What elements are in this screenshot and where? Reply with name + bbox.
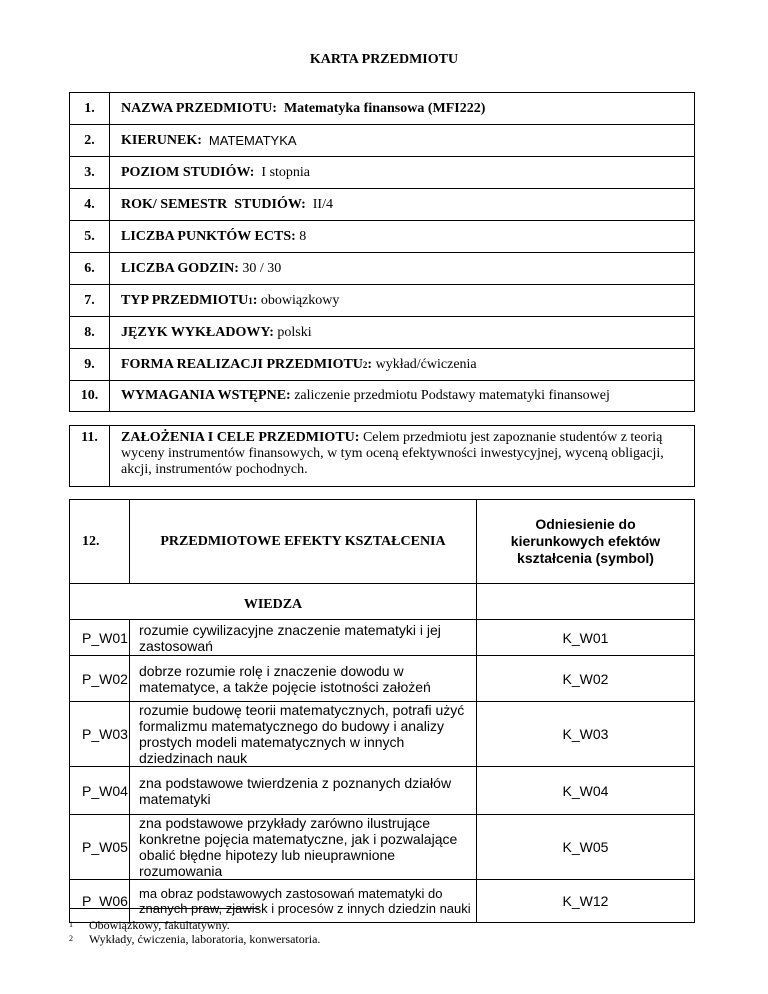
row-field-of-study <box>69 124 695 157</box>
row-course-name <box>69 92 695 125</box>
outcome-code: P_W06 <box>70 880 130 923</box>
table-row <box>70 815 695 880</box>
outcome-reference: K_W05 <box>477 815 695 880</box>
row-value: zaliczenie przedmiotu Podstawy matematyki finansowej <box>294 388 610 403</box>
footnote-text: Obowiązkowy, fakultatywny. <box>89 918 230 932</box>
outcome-reference: K_W04 <box>477 767 695 815</box>
outcome-description: ma obraz podstawowych zastosowań matematyki do znanych praw, zjawisk i procesów z innych dziedzin nauki <box>130 880 477 923</box>
outcome-description: zna podstawowe przykłady zarówno ilustrujące konkretne pojęcia matematyczne, jak i pozwalające obalić błędne hipotezy lub nieuprawnione rozumowania <box>130 815 477 880</box>
row-label: POZIOM STUDIÓW: <box>121 164 255 180</box>
table-row <box>70 702 695 767</box>
outcome-code: P_W05 <box>70 815 130 880</box>
section-heading-wiedza: WIEDZA <box>70 584 477 620</box>
footnote-mark: 2 <box>69 934 73 943</box>
row-label: ZAŁOŻENIA I CELE PRZEDMIOTU: <box>121 430 360 445</box>
reference-column-header: Odniesienie do kierunkowych efektów kształcenia (symbol) <box>477 500 695 584</box>
row-number: 6. <box>70 253 110 284</box>
outcome-description: rozumie budowę teorii matematycznych, potrafi użyć formalizmu matematycznego do budowy i analizy prostych modeli matematycznych w innych dziedzinach nauk <box>130 702 477 767</box>
row-prerequisites <box>69 380 695 412</box>
row-label: NAZWA PRZEDMIOTU: <box>121 100 277 116</box>
row-number: 4. <box>70 189 110 220</box>
row-hours <box>69 252 695 285</box>
outcome-reference: K_W03 <box>477 702 695 767</box>
table-row <box>70 767 695 815</box>
row-value: obowiązkowy <box>260 292 340 308</box>
footnote-1 <box>69 918 230 932</box>
outcome-reference: K_W01 <box>477 620 695 656</box>
row-goals <box>69 425 695 487</box>
outcome-reference: K_W12 <box>477 880 695 923</box>
row-value: polski <box>277 324 312 340</box>
table-row <box>70 880 695 923</box>
learning-outcomes-table <box>69 499 695 923</box>
outcome-code: P_W02 <box>70 656 130 702</box>
row-label: JĘZYK WYKŁADOWY: <box>121 324 274 340</box>
row-label: LICZBA GODZIN: <box>121 260 239 276</box>
row-value: MATEMATYKA <box>208 133 297 148</box>
footnote-mark: 1 <box>69 920 73 929</box>
footnote-ref: 2 <box>362 359 368 370</box>
table-row <box>70 656 695 702</box>
outcome-description: dobrze rozumie rolę i znaczenie dowodu w matematyce, a także pojęcie istotności założeń <box>130 656 477 702</box>
outcome-code: P_W03 <box>70 702 130 767</box>
row-delivery-form <box>69 348 695 381</box>
row-value: I stopnia <box>261 164 311 180</box>
outcome-description: rozumie cywilizacyjne znaczenie matematyki i jej zastosowań <box>130 620 477 656</box>
row-ects-points <box>69 220 695 253</box>
footnote-divider <box>69 908 259 909</box>
row-value: wykład/ćwiczenia <box>375 356 477 372</box>
row-label-colon: : <box>367 356 373 372</box>
row-number: 11. <box>70 426 110 486</box>
row-value: 30 / 30 <box>242 260 282 276</box>
outcome-code: P_W04 <box>70 767 130 815</box>
outcomes-title: PRZEDMIOTOWE EFEKTY KSZTAŁCENIA <box>130 500 477 584</box>
row-label: LICZBA PUNKTÓW ECTS: <box>121 228 296 244</box>
row-label: ROK/ SEMESTR STUDIÓW: <box>121 196 306 212</box>
row-language <box>69 316 695 349</box>
table-row <box>70 620 695 656</box>
row-number: 2. <box>70 125 110 156</box>
footnote-text: Wykłady, ćwiczenia, laboratoria, konwersatoria. <box>89 932 321 946</box>
row-number: 9. <box>70 349 110 380</box>
outcome-code: P_W01 <box>70 620 130 656</box>
row-value: 8 <box>299 228 307 244</box>
row-study-level <box>69 156 695 189</box>
row-year-semester <box>69 188 695 221</box>
row-label: FORMA REALIZACJI PRZEDMIOTU <box>121 356 363 372</box>
footnote-ref: 1 <box>248 295 253 306</box>
row-label: TYP PRZEDMIOTU <box>121 292 249 308</box>
row-number: 5. <box>70 221 110 252</box>
row-course-type <box>69 284 695 317</box>
page-title: KARTA PRZEDMIOTU <box>309 52 459 67</box>
row-label-colon: : <box>252 292 258 308</box>
row-value: II/4 <box>312 196 333 212</box>
outcome-description: zna podstawowe twierdzenia z poznanych działów matematyki <box>130 767 477 815</box>
row-value: Celem przedmiotu jest zapoznanie studentów z teorią wyceny instrumentów finansowych, w tym oceną efektywności inwestycyjnej, wyceną obligacji, akcji, instrumentów pochodnych. <box>121 430 664 477</box>
row-number: 10. <box>70 381 110 411</box>
row-number: 1. <box>70 93 110 124</box>
row-number: 8. <box>70 317 110 348</box>
empty-cell <box>477 584 695 620</box>
row-label: WYMAGANIA WSTĘPNE: <box>121 388 291 403</box>
row-label: KIERUNEK: <box>121 132 202 148</box>
section-number: 12. <box>70 500 130 584</box>
row-number: 3. <box>70 157 110 188</box>
footnote-2 <box>69 932 320 946</box>
outcome-reference: K_W02 <box>477 656 695 702</box>
row-value: Matematyka finansowa (MFI222) <box>283 100 486 116</box>
row-number: 7. <box>70 285 110 316</box>
